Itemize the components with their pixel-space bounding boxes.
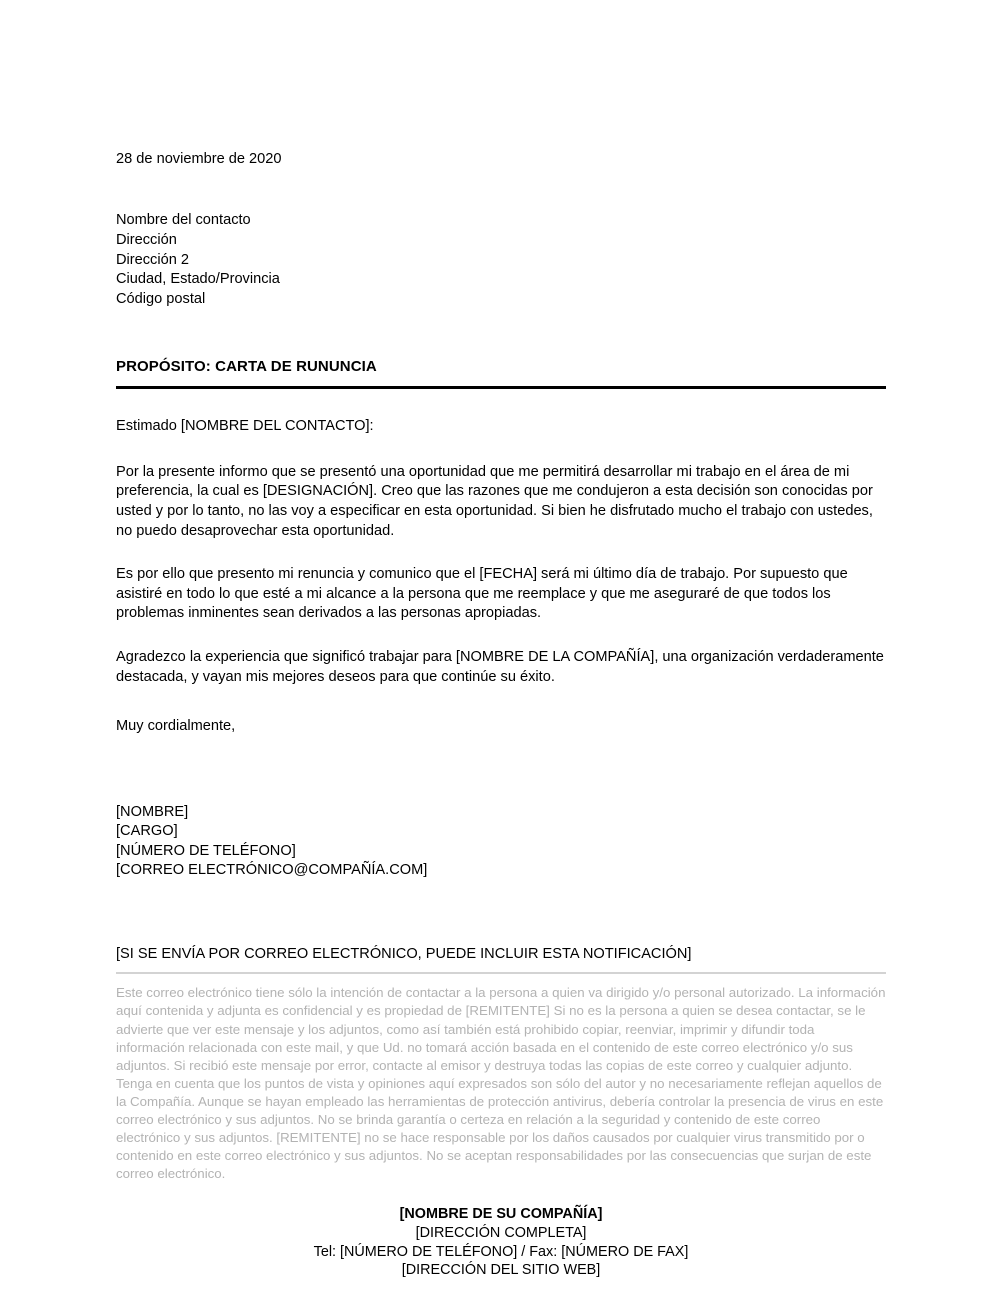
recipient-contact-name: Nombre del contacto [116, 212, 251, 229]
footer-phone-fax: Tel: [NÚMERO DE TELÉFONO] / Fax: [NÚMERO DE FAX] [313, 1243, 689, 1260]
signature-email: [CORREO ELECTRÓNICO@COMPAÑÍA.COM] [116, 862, 428, 879]
footer-address: [DIRECCIÓN COMPLETA] [415, 1224, 587, 1241]
signature-phone: [NÚMERO DE TELÉFONO] [116, 842, 296, 859]
letter-salutation: Estimado [NOMBRE DEL CONTACTO]: [116, 418, 374, 435]
letter-paragraph-1: Por la presente informo que se presentó una oportunidad que me permitirá desarrollar mi trabajo en el área de mi preferencia, la cual es [DESIGNACIÓN]. Creo que las razones que me condujeron a esta decisión son conocidas por usted y por lo tanto, no las voy a especificar en esta oportunidad. Si bien he disfrutado mucho el trabajo con ustedes, no puedo desaprovechar esta oportunidad. [116, 463, 873, 539]
letter-paragraph-2: Es por ello que presento mi renuncia y comunico que el [FECHA] será mi último día de trabajo. Por supuesto que asistiré en todo lo que esté a mi alcance a la persona que me reemplace y que me aseguraré de que todos los problemas inminentes sean derivados a las personas apropiadas. [116, 566, 848, 622]
title-divider-rule [116, 386, 886, 389]
letter-subject-title: PROPÓSITO: CARTA DE RUNUNCIA [116, 358, 377, 376]
recipient-postal-code: Código postal [116, 290, 206, 307]
email-notification-header: [SI SE ENVÍA POR CORREO ELECTRÓNICO, PUEDE INCLUIR ESTA NOTIFICACIÓN] [116, 945, 692, 962]
letter-content [116, 150, 886, 1280]
letter-date: 28 de noviembre de 2020 [116, 151, 282, 167]
footer-company-name: [NOMBRE DE SU COMPAÑÍA] [399, 1206, 603, 1223]
signature-job-title: [CARGO] [116, 823, 178, 840]
letter-closing: Muy cordialmente, [116, 718, 236, 735]
email-disclaimer-text: Este correo electrónico tiene sólo la intención de contactar a la persona a quien va dirigido y/o personal autorizado. La información aquí contenida y adjunta es confidencial y es propiedad de [REMITENTE] Si no es la persona a quien se desea contactar, se le advierte que ver este mensaje y los adjuntos, como así también está prohibido copiar, reenviar, imprimir y difundir toda información relacionada con este mail, y que Ud. no tomará acción basada en el contenido de este correo electrónico y/o sus adjuntos. Si recibió este mensaje por error, contacte al emisor y destruya todas las copias de este correo y cualquier adjunto. Tenga en cuenta que los puntos de vista y opiniones aquí expresados son sólo del autor y no necesariamente reflejan aquellos de la Compañía. Aunque se hayan empleado las herramientas de protección antivirus, debería controlar la presencia de virus en este correo electrónico y sus adjuntos. No se brinda garantía o certeza en relación a la seguridad y contenido de este correo electrónico y sus adjuntos. [REMITENTE] no se hace responsable por los daños causados por cualquier virus transmitido por o contenido en este correo electrónico y sus adjuntos. No se aceptan responsabilidades por las consecuencias que surjan de este correo electrónico. [116, 985, 886, 1182]
recipient-address-line-2: Dirección 2 [116, 251, 189, 268]
date-block [116, 150, 886, 169]
letter-paragraph-3: Agradezco la experiencia que significó trabajar para [NOMBRE DE LA COMPAÑÍA], una organización verdaderamente destacada, y vayan mis mejores deseos para que continúe su éxito. [116, 648, 884, 685]
recipient-address-line-1: Dirección [116, 232, 177, 248]
signature-name: [NOMBRE] [116, 803, 189, 820]
notification-divider-rule [116, 972, 886, 974]
recipient-address-block [116, 211, 886, 309]
signature-block [116, 803, 886, 881]
company-footer [116, 1205, 886, 1279]
footer-website: [DIRECCIÓN DEL SITIO WEB] [401, 1262, 601, 1279]
recipient-city-state: Ciudad, Estado/Provincia [116, 271, 280, 288]
